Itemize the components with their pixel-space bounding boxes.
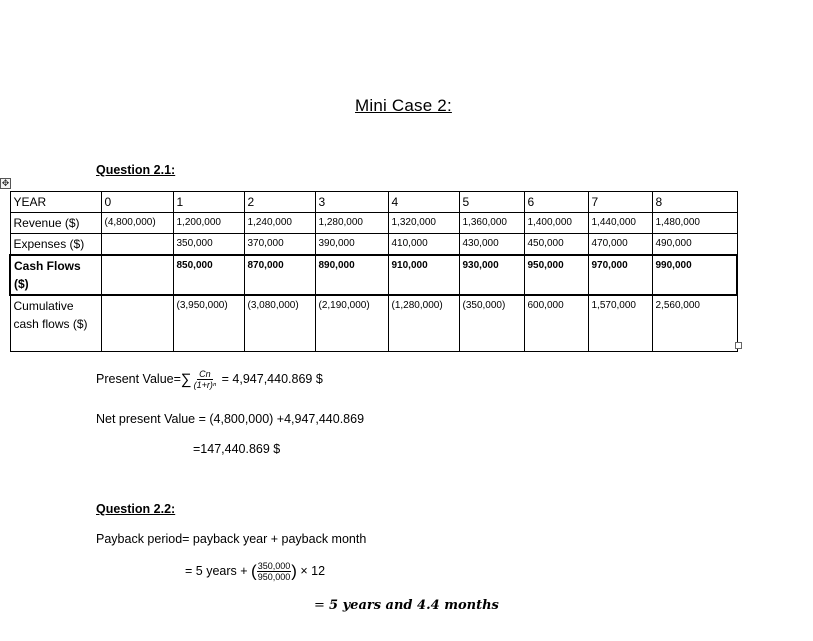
year-cell[interactable]: 3 xyxy=(315,192,388,213)
cumulative-cell[interactable] xyxy=(101,295,173,352)
cumulative-cell[interactable]: (3,950,000) xyxy=(173,295,244,352)
cumulative-label[interactable]: Cumulative cash flows ($) xyxy=(10,295,101,352)
expenses-cell[interactable]: 470,000 xyxy=(588,234,652,256)
expenses-cell[interactable]: 430,000 xyxy=(459,234,524,256)
year-cell[interactable]: 4 xyxy=(388,192,459,213)
open-paren: ( xyxy=(251,561,257,581)
revenue-cell[interactable]: 1,280,000 xyxy=(315,213,388,234)
result-text: 5 years and 4.4 months xyxy=(329,598,499,613)
cumulative-cell[interactable]: (350,000) xyxy=(459,295,524,352)
revenue-row xyxy=(10,213,737,234)
question-2-2-heading: Question 2.2: xyxy=(96,502,176,516)
page-title: Mini Case 2: xyxy=(355,96,452,115)
cash-flows-cell[interactable]: 970,000 xyxy=(588,255,652,295)
cash-flows-label[interactable]: Cash Flows ($) xyxy=(10,255,101,295)
expenses-row xyxy=(10,234,737,256)
revenue-cell[interactable]: 1,240,000 xyxy=(244,213,315,234)
cumulative-cell[interactable]: (2,190,000) xyxy=(315,295,388,352)
expenses-cell[interactable]: 410,000 xyxy=(388,234,459,256)
year-cell[interactable]: 7 xyxy=(588,192,652,213)
expenses-label[interactable]: Expenses ($) xyxy=(10,234,101,256)
pv-suffix: = 4,947,440.869 $ xyxy=(221,371,323,386)
year-cell[interactable]: 8 xyxy=(652,192,737,213)
year-cell[interactable]: 5 xyxy=(459,192,524,213)
question-2-1-heading: Question 2.1: xyxy=(96,163,176,177)
cumulative-cell[interactable]: (1,280,000) xyxy=(388,295,459,352)
cash-flows-cell[interactable]: 930,000 xyxy=(459,255,524,295)
revenue-cell[interactable]: 1,320,000 xyxy=(388,213,459,234)
cash-flows-cell[interactable]: 850,000 xyxy=(173,255,244,295)
expenses-cell[interactable]: 490,000 xyxy=(652,234,737,256)
revenue-cell[interactable]: 1,400,000 xyxy=(524,213,588,234)
cash-flow-table xyxy=(9,191,738,352)
revenue-label[interactable]: Revenue ($) xyxy=(10,213,101,234)
calc-numerator: 350,000 xyxy=(257,561,291,571)
revenue-cell[interactable]: 1,200,000 xyxy=(173,213,244,234)
revenue-cell[interactable]: 1,440,000 xyxy=(588,213,652,234)
year-label[interactable]: YEAR xyxy=(10,192,101,213)
pv-fraction xyxy=(192,369,219,390)
year-row xyxy=(10,192,737,213)
expenses-cell[interactable]: 450,000 xyxy=(524,234,588,256)
table-resize-handle[interactable] xyxy=(735,342,742,349)
cumulative-cell[interactable]: 2,560,000 xyxy=(652,295,737,352)
payback-formula-line: Payback period= payback year + payback month xyxy=(96,532,367,546)
calc-fraction xyxy=(257,561,292,582)
cash-flows-cell[interactable] xyxy=(101,255,173,295)
payback-calc-line xyxy=(185,561,325,582)
npv-result: =147,440.869 $ xyxy=(193,442,281,456)
revenue-cell[interactable]: (4,800,000) xyxy=(101,213,173,234)
cash-flows-cell[interactable]: 990,000 xyxy=(652,255,737,295)
year-cell[interactable]: 2 xyxy=(244,192,315,213)
cash-flows-row xyxy=(10,255,737,295)
close-paren: ) xyxy=(291,561,297,581)
cumulative-row xyxy=(10,295,737,352)
cash-flows-cell[interactable]: 910,000 xyxy=(388,255,459,295)
pv-prefix: Present Value= xyxy=(96,371,181,386)
payback-result xyxy=(314,598,499,613)
table-move-handle-icon[interactable]: ✥ xyxy=(1,178,10,188)
revenue-cell[interactable]: 1,480,000 xyxy=(652,213,737,234)
calc-prefix: = 5 years + xyxy=(185,563,248,578)
year-cell[interactable]: 0 xyxy=(101,192,173,213)
expenses-cell[interactable]: 370,000 xyxy=(244,234,315,256)
expenses-cell[interactable]: 390,000 xyxy=(315,234,388,256)
cumulative-cell[interactable]: 600,000 xyxy=(524,295,588,352)
year-cell[interactable]: 1 xyxy=(173,192,244,213)
cash-flows-cell[interactable]: 890,000 xyxy=(315,255,388,295)
cash-flows-cell[interactable]: 950,000 xyxy=(524,255,588,295)
calc-suffix: × 12 xyxy=(300,563,326,578)
result-equals: = xyxy=(314,598,325,613)
pv-denominator: (1+r)ⁿ xyxy=(193,380,217,390)
revenue-cell[interactable]: 1,360,000 xyxy=(459,213,524,234)
cash-flows-cell[interactable]: 870,000 xyxy=(244,255,315,295)
sigma-symbol: ∑ xyxy=(180,371,192,388)
cumulative-cell[interactable]: 1,570,000 xyxy=(588,295,652,352)
calc-denominator: 950,000 xyxy=(257,572,291,582)
expenses-cell[interactable]: 350,000 xyxy=(173,234,244,256)
year-cell[interactable]: 6 xyxy=(524,192,588,213)
expenses-cell[interactable] xyxy=(101,234,173,256)
pv-numerator: Cn xyxy=(199,369,211,379)
present-value-line xyxy=(96,369,323,390)
npv-line: Net present Value = (4,800,000) +4,947,440.869 xyxy=(96,412,365,426)
cumulative-cell[interactable]: (3,080,000) xyxy=(244,295,315,352)
